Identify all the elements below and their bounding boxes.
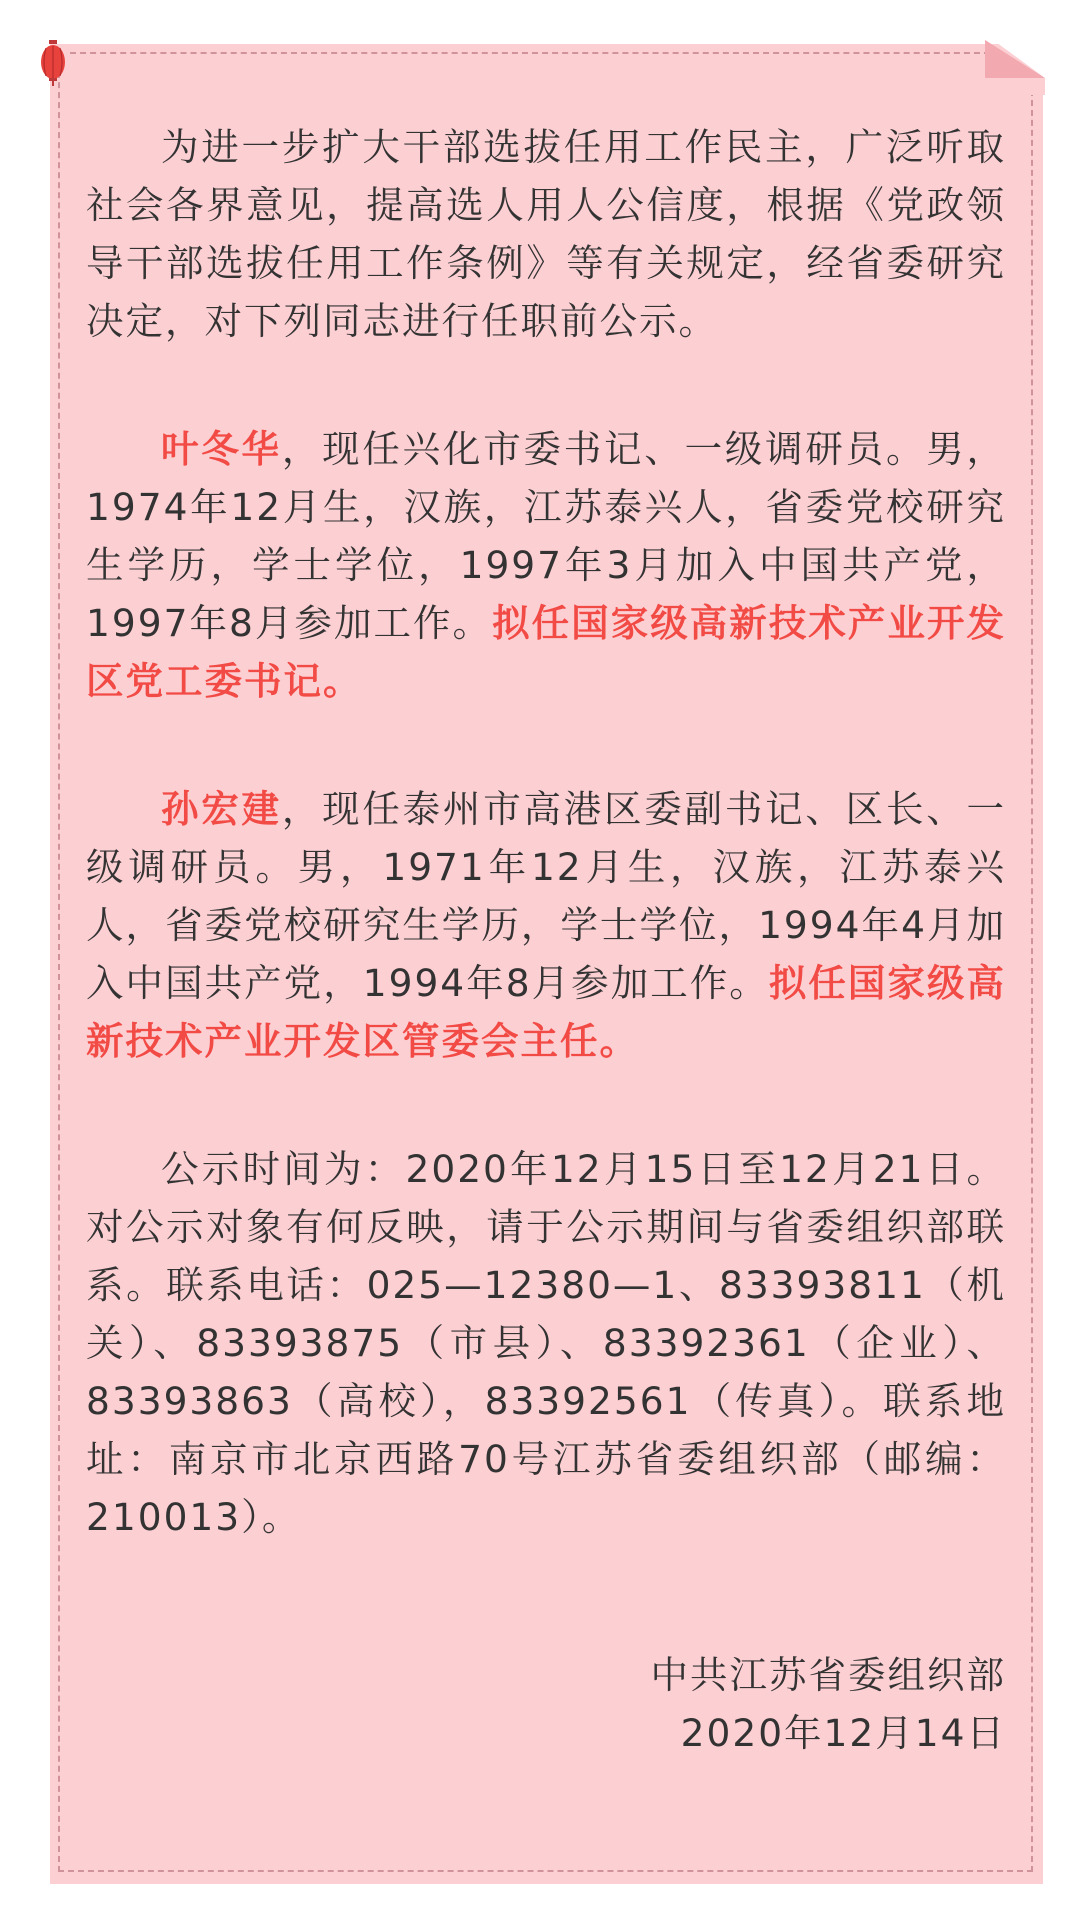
signature-date: 2020年12月14日 — [680, 1711, 1006, 1755]
signature-org: 中共江苏省委组织部 — [650, 1653, 1006, 1697]
candidate-name: 孙宏建 — [161, 787, 282, 831]
notice-content — [86, 118, 1006, 1762]
page-fold-icon — [985, 40, 1045, 95]
dashed-border-right — [1031, 90, 1033, 1872]
candidate-paragraph — [86, 780, 1006, 1070]
candidate-proposed-post: 拟任国家级高新技术产业开发区管委会主任。 — [86, 961, 1006, 1063]
candidate-paragraph — [86, 420, 1006, 710]
dashed-border-top — [70, 52, 990, 54]
candidate-name: 叶冬华 — [161, 427, 282, 471]
notice-paragraph: 公示时间为：2020年12月15日至12月21日。对公示对象有何反映，请于公示期间与省委组织部联系。联系电话：025—12380—1、83393811（机关）、83393875（市县）、83392361（企业）、83393863（高校），83392561（传真）。联系地址：南京市北京西路70号江苏省委组织部（邮编：210013）。 — [86, 1147, 1006, 1539]
candidate-bio: ，现任泰州市高港区委副书记、区长、一级调研员。男，1971年12月生，汉族，江苏泰兴人，省委党校研究生学历，学士学位，1994年4月加入中国共产党，1994年8月参加工作。 — [86, 787, 1007, 1005]
intro-paragraph: 为进一步扩大干部选拔任用工作民主，广泛听取社会各界意见，提高选人用人公信度，根据《党政领导干部选拔任用工作条例》等有关规定，经省委研究决定，对下列同志进行任职前公示。 — [86, 125, 1006, 343]
candidate-bio: ，现任兴化市委书记、一级调研员。男，1974年12月生，汉族，江苏泰兴人，省委党校研究生学历，学士学位，1997年3月加入中国共产党，1997年8月参加工作。 — [86, 427, 1007, 645]
candidate-proposed-post: 拟任国家级高新技术产业开发区党工委书记。 — [86, 601, 1007, 703]
red-lantern-icon — [40, 40, 66, 86]
